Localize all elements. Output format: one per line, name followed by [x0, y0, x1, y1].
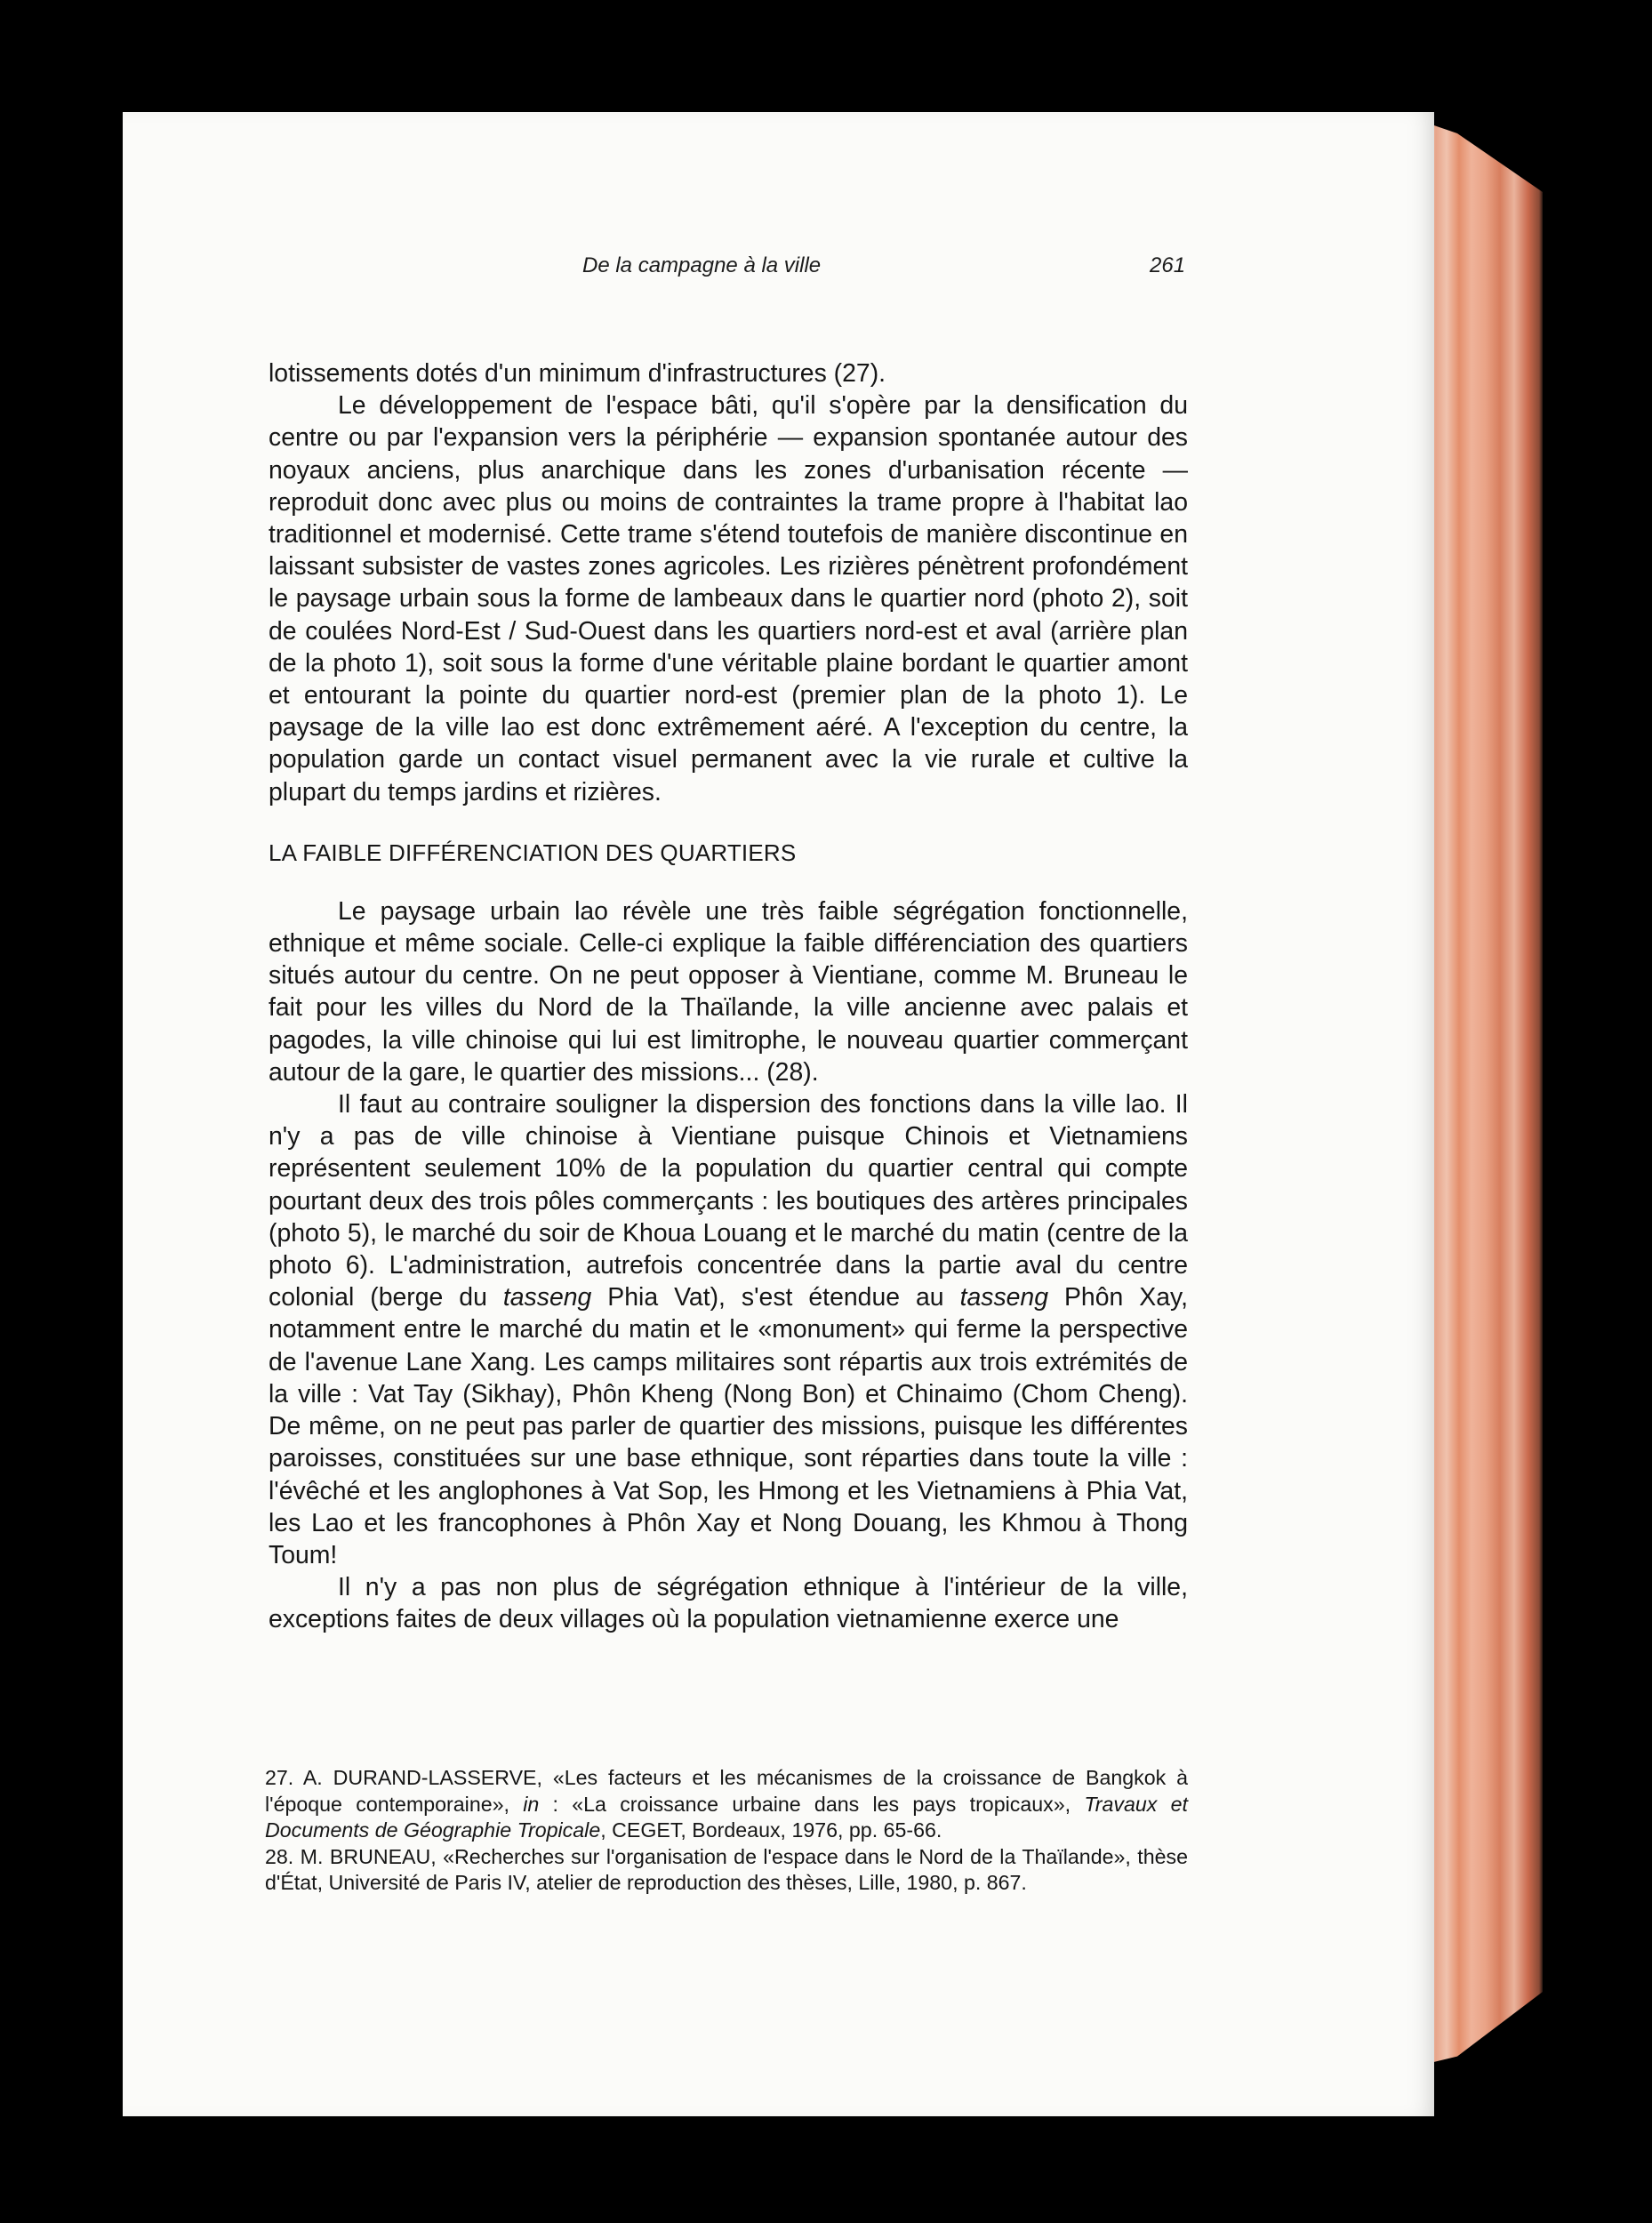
italic-term: tasseng: [502, 1283, 592, 1312]
footnotes: [265, 1765, 1188, 1897]
footnote-27: [265, 1765, 1188, 1844]
paragraph: Le développement de l'espace bâti, qu'il s'opère par la densification du centre ou par l'expansion vers la périphérie — expansion spontanée autour des noyaux anciens, plus anarchique dans les zones d'urbanisation récente — reproduit donc avec plus ou moins de contraintes la trame propre à l'habitat lao traditionnel et modernisé. Cette trame s'étend toutefois de manière discontinue en laissant subsister de vastes zones agricoles. Les rizières pénètrent profondément le paysage urbain sous la forme de lambeaux dans le quartier nord (photo 2), soit de coulées Nord-Est / Sud-Ouest dans les quartiers nord-est et aval (arrière plan de la photo 1), soit sous la forme d'une véritable plaine bordant le quartier amont et entourant la pointe du quartier nord-est (premier plan de la photo 1). Le paysage de la ville lao est donc extrêmement aéré. A l'exception du centre, la population garde un contact visuel permanent avec la vie rurale et cultive la plupart du temps jardins et rizières.: [269, 391, 1188, 807]
paragraph: Il n'y a pas non plus de ségrégation ethnique à l'intérieur de la ville, exceptions faites de deux villages où la population vietnamienne exerce une: [269, 1573, 1188, 1634]
text-run: Phôn Xay, notamment entre le marché du matin et le «monument» qui ferme la perspective de l'avenue Lane Xang. Les camps militaires sont répartis aux trois extrémités de la ville : Vat Tay (Sikhay), Phôn Kheng (Nong Bon) et Chinaimo (Chom Cheng). De même, on ne peut pas parler de quartier des missions, puisque les différentes paroisses, constituées sur une base ethnique, sont réparties dans toute la ville : l'évêché et les anglophones à Vat Sop, les Hmong et les Vietnamiens à Phia Vat, les Lao et les francophones à Phôn Xay et Nong Douang, les Khmou à Thong Toum!: [269, 1283, 1188, 1569]
text-run: Il faut au contraire souligner la dispersion des fonctions dans la ville lao. Il n'y a pas de ville chinoise à Vientiane puisque Chinois et Vietnamiens représentent seulement 10% de la population du quartier central qui compte pourtant deux des trois pôles commerçants : les boutiques des artères principales (photo 5), le marché du soir de Khoua Louang et le marché du matin (centre de la photo 6). L'administration, autrefois concentrée dans la partie aval du centre colonial (berge du: [269, 1090, 1188, 1312]
page-number: 261: [1150, 253, 1186, 277]
text-run: , CEGET, Bordeaux, 1976, pp. 65-66.: [600, 1818, 942, 1842]
text-run: : «La croissance urbaine dans les pays tropicaux»,: [539, 1792, 1085, 1816]
italic-term: in: [523, 1792, 540, 1816]
footnote-28: 28. M. BRUNEAU, «Recherches sur l'organisation de l'espace dans le Nord de la Thaïlande», thèse d'État, Université de Paris IV, atelier de reproduction des thèses, Lille, 1980, p. 867.: [265, 1844, 1188, 1895]
section-heading: LA FAIBLE DIFFÉRENCIATION DES QUARTIERS: [269, 839, 797, 866]
paragraph: lotissements dotés d'un minimum d'infrastructures (27).: [269, 359, 886, 388]
text-run: 27. A. DURAND-LASSERVE, «Les facteurs et les mécanismes de la croissance de Bangkok à l'époque contemporaine»,: [265, 1766, 1188, 1816]
italic-term: tasseng: [959, 1283, 1049, 1312]
paragraph: Le paysage urbain lao révèle une très faible ségrégation fonctionnelle, ethnique et même sociale. Celle-ci explique la faible différenciation des quartiers situés autour du centre. On ne peut opposer à Vientiane, comme M. Bruneau le fait pour les villes du Nord de la Thaïlande, la ville ancienne avec palais et pagodes, la ville chinoise qui lui est limitrophe, le nouveau quartier commerçant autour de la gare, le quartier des missions... (28).: [269, 896, 1188, 1087]
running-title: De la campagne à la ville: [582, 253, 822, 277]
body-text: [269, 357, 1188, 1636]
paragraph: [269, 1088, 1188, 1571]
text-run: Phia Vat), s'est étendue au: [591, 1283, 960, 1312]
journal-title: Travaux et Documents de Géographie Tropicale: [265, 1792, 1188, 1842]
